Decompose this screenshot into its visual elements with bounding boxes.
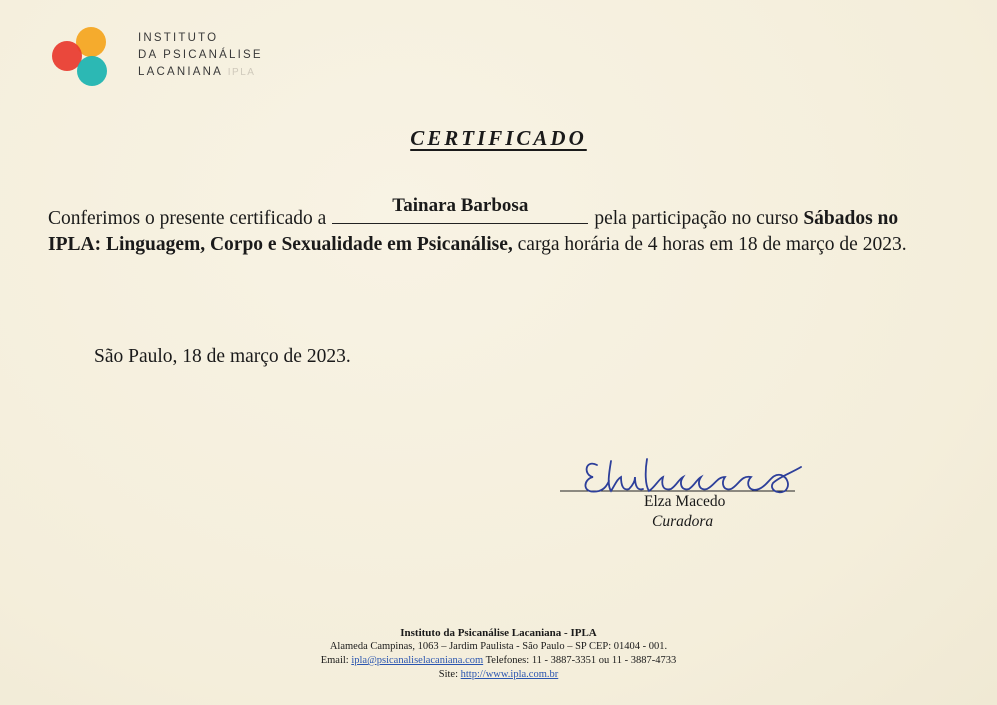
logo-circles-icon xyxy=(50,26,120,90)
logo-line-1: INSTITUTO xyxy=(138,32,219,44)
logo-line-3: LACANIANA xyxy=(138,66,223,78)
certificate-title: CERTIFICADO xyxy=(410,126,587,150)
ipla-logo xyxy=(50,26,350,90)
signer-role: Curadora xyxy=(652,513,714,530)
logo-line-2: DA PSICANÁLISE xyxy=(138,49,263,61)
body-participation: pela participação no curso xyxy=(594,208,799,229)
course-details: carga horária de 4 horas em 18 de março de 2023. xyxy=(517,234,907,255)
footer-email-link[interactable]: ipla@psicanaliselacaniana.com xyxy=(351,655,484,666)
footer-site-link[interactable]: http://www.ipla.com.br xyxy=(460,669,559,680)
course-name: Sábados no IPLA: Linguagem, Corpo e Sexualidade em Psicanálise, xyxy=(48,208,899,255)
recipient-name: Tainara Barbosa xyxy=(392,195,529,216)
footer-org: Instituto da Psicanálise Lacaniana - IPLA xyxy=(400,627,597,639)
footer xyxy=(0,626,997,682)
footer-phones: Telefones: 11 - 3887-3351 ou 11 - 3887-4733 xyxy=(485,655,677,666)
certificate-body xyxy=(48,195,953,258)
footer-email-label: Email: xyxy=(320,655,349,666)
logo-abbr: IPLA xyxy=(227,67,256,78)
recipient-line xyxy=(332,195,588,224)
footer-address: Alameda Campinas, 1063 – Jardim Paulista - São Paulo – SP CEP: 01404 - 001. xyxy=(329,641,668,652)
body-intro: Conferimos o presente certificado a xyxy=(48,208,327,229)
footer-site-label: Site: xyxy=(438,669,459,680)
signer-name: Elza Macedo xyxy=(644,493,726,510)
place-date: São Paulo, 18 de março de 2023. xyxy=(94,346,351,367)
logo-text xyxy=(138,30,263,81)
